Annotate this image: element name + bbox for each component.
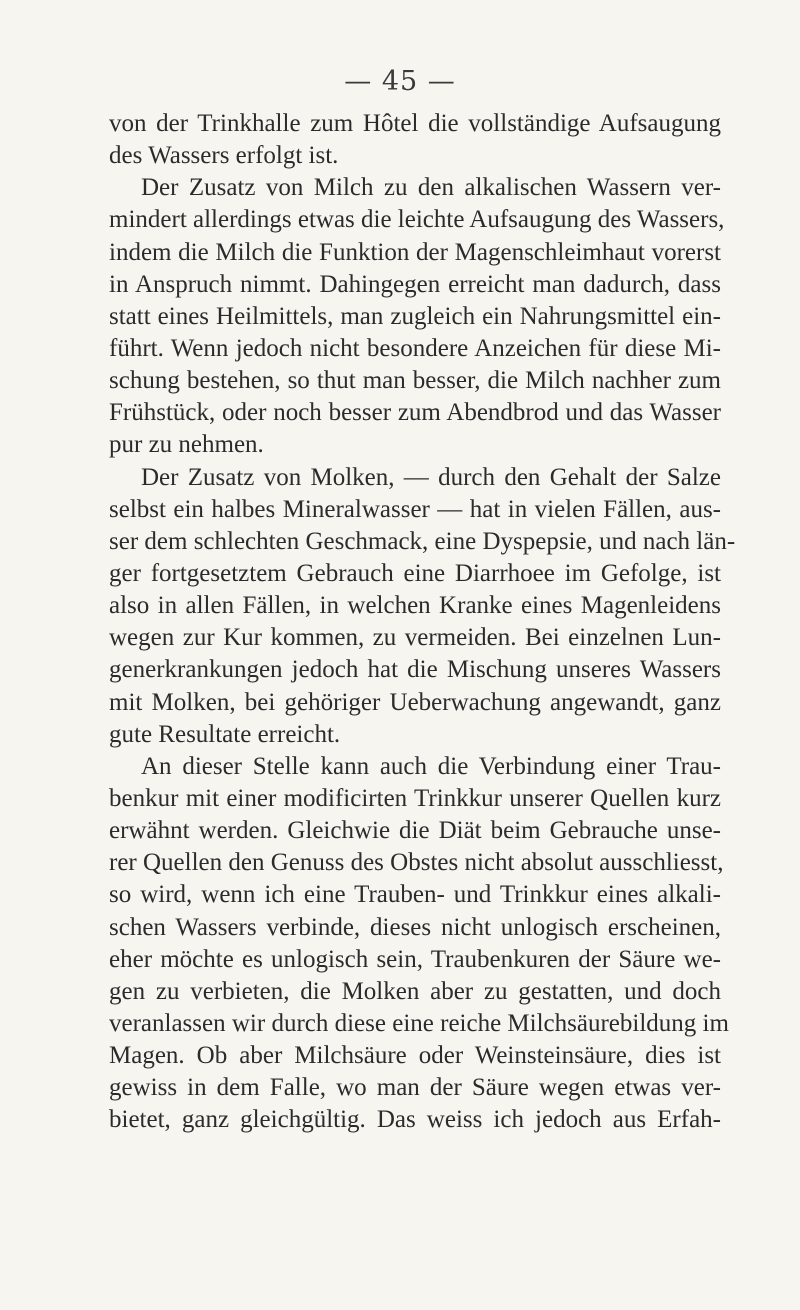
text-line: so wird, wenn ich eine Trauben- und Trinkkur eines alkali- <box>109 881 721 909</box>
text-line: eher möchte es unlogisch sein, Traubenkuren der Säure we- <box>109 945 721 973</box>
text-line: also in allen Fällen, in welchen Kranke eines Magenleidens <box>109 592 721 620</box>
text-line: rer Quellen den Genuss des Obstes nicht absolut ausschliesst, <box>109 849 724 877</box>
text-line: schung bestehen, so thut man besser, die Milch nachher zum <box>109 367 721 395</box>
text-line: benkur mit einer modificirten Trinkkur unserer Quellen kurz <box>109 784 721 812</box>
text-line: bietet, ganz gleichgültig. Das weiss ich jedoch aus Erfah- <box>109 1106 721 1134</box>
text-line: in Anspruch nimmt. Dahingegen erreicht man dadurch, dass <box>109 270 721 298</box>
text-line: An dieser Stelle kann auch die Verbindung einer Trau- <box>141 752 721 780</box>
paragraph <box>109 462 736 751</box>
text-line: des Wassers erfolgt ist. <box>109 142 339 170</box>
text-line: pur zu nehmen. <box>109 431 264 459</box>
text-line: veranlassen wir durch diese eine reiche Milchsäurebildung im <box>109 1009 729 1037</box>
text-line: indem die Milch die Funktion der Magenschleimhaut vorerst <box>109 238 721 266</box>
text-line: gute Resultate erreicht. <box>109 720 341 748</box>
text-line: schen Wassers verbinde, dieses nicht unlogisch erscheinen, <box>109 913 721 941</box>
text-line: selbst ein halbes Mineralwasser — hat in vielen Fällen, aus- <box>109 495 721 523</box>
text-line: gen zu verbieten, die Molken aber zu gestatten, und doch <box>109 977 721 1005</box>
text-line: ser dem schlechten Geschmack, eine Dyspepsie, und nach län- <box>109 527 736 555</box>
page-number: — 45 — <box>344 66 456 97</box>
text-line: von der Trinkhalle zum Hôtel die vollständige Aufsaugung <box>109 110 721 137</box>
text-line: generkrankungen jedoch hat die Mischung unseres Wassers <box>109 656 721 684</box>
text-line: mit Molken, bei gehöriger Ueberwachung angewandt, ganz <box>109 688 721 716</box>
text-line: mindert allerdings etwas die leichte Aufsaugung des Wassers, <box>109 206 725 234</box>
paragraph <box>109 172 725 461</box>
text-line: führt. Wenn jedoch nicht besondere Anzeichen für diese Mi- <box>109 334 721 362</box>
text-line: ger fortgesetztem Gebrauch eine Diarrhoee im Gefolge, ist <box>109 559 721 587</box>
text-line: Frühstück, oder noch besser zum Abendbrod und das Wasser <box>109 399 721 427</box>
text-line: statt eines Heilmittels, man zugleich ein Nahrungsmittel ein- <box>109 302 721 330</box>
body-text <box>109 108 736 1137</box>
text-line: wegen zur Kur kommen, zu vermeiden. Bei einzelnen Lun- <box>109 624 721 652</box>
text-line: Magen. Ob aber Milchsäure oder Weinsteinsäure, dies ist <box>109 1042 721 1070</box>
text-line: erwähnt werden. Gleichwie die Diät beim Gebrauche unse- <box>109 817 721 845</box>
text-line: Der Zusatz von Molken, — durch den Gehalt der Salze <box>141 463 721 491</box>
paragraph <box>109 751 729 1137</box>
text-line: Der Zusatz von Milch zu den alkalischen Wassern ver- <box>141 174 721 202</box>
text-line: gewiss in dem Falle, wo man der Säure wegen etwas ver- <box>109 1074 721 1102</box>
paragraph <box>109 108 721 172</box>
